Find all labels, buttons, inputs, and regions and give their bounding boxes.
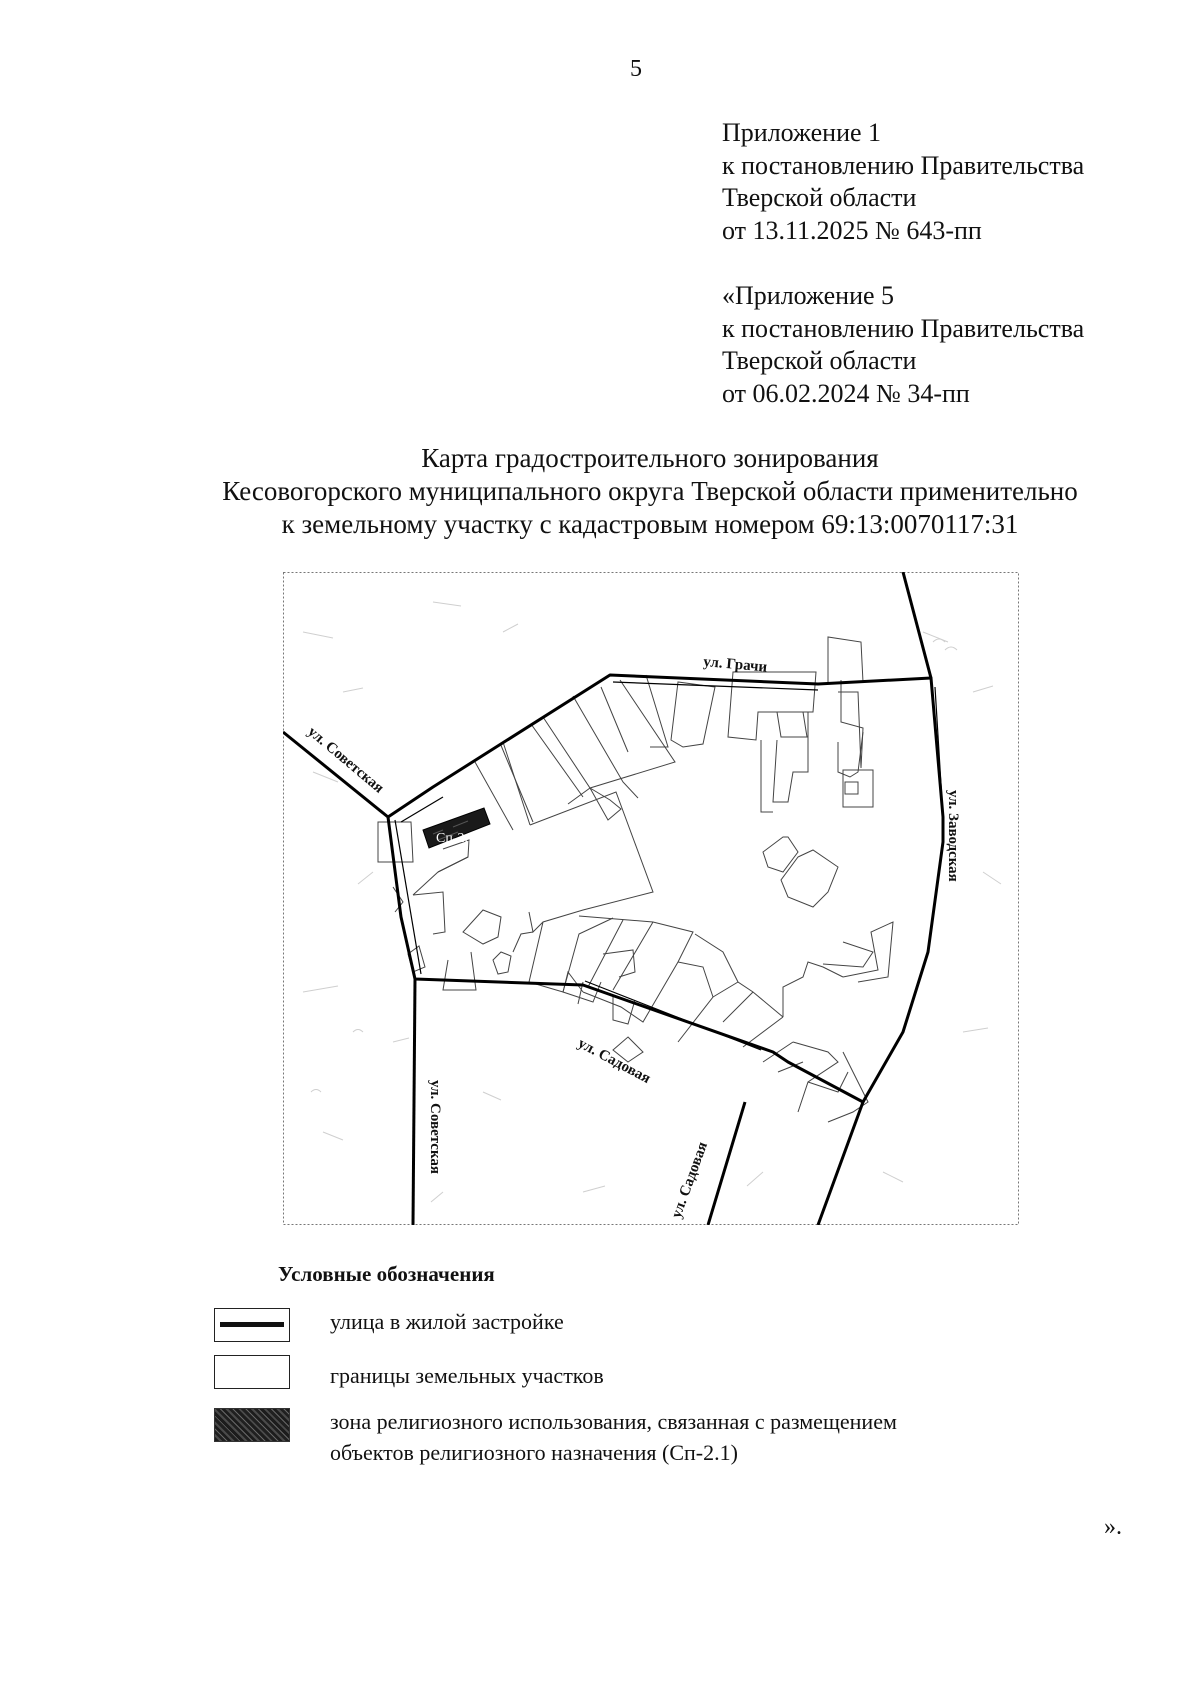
legend-title: Условные обозначения: [278, 1262, 495, 1286]
appendix-5-line: «Приложение 5: [722, 281, 895, 310]
map-title-line: Карта градостроительного зонирования: [421, 443, 879, 473]
appendix-1-header: [722, 117, 1162, 247]
map-title-line: Кесовогорского муниципального округа Тверской области применительно: [222, 476, 1078, 506]
street-label-grachi: ул. Грачи: [702, 654, 768, 676]
street-label-sadovaya-center: ул. Садовая: [575, 1035, 654, 1088]
appendix-5-line: от 06.02.2024 № 34-пп: [722, 378, 970, 408]
zoning-map-svg: [283, 572, 1019, 1225]
appendix-5-header: [722, 280, 1162, 410]
appendix-5-line: Тверской области: [722, 346, 917, 375]
street-label-sovetskaya-nw: ул. Советская: [304, 723, 387, 797]
street-label-sovetskaya-south: ул. Советская: [427, 1080, 443, 1174]
map-border: [284, 573, 1019, 1225]
empty-box-swatch: [214, 1355, 290, 1389]
street-label-zavodskaya: ул. Заводская: [945, 790, 961, 882]
closing-quote: ».: [1104, 1514, 1122, 1540]
zoning-map: [283, 572, 1019, 1225]
appendix-1-line: к постановлению Правительства: [722, 150, 1085, 180]
legend-religious-text: [330, 1406, 897, 1468]
appendix-5-line: к постановлению Правительства: [722, 313, 1085, 343]
map-title-line: к земельному участку с кадастровым номером 69:13:0070117:31: [281, 509, 1019, 539]
legend-parcel-text: границы земельных участков: [330, 1363, 604, 1388]
thick-line-swatch: [214, 1308, 290, 1342]
dark-hatched-swatch: [214, 1408, 290, 1442]
map-title: [100, 442, 1200, 541]
street-label-sadovaya-south: ул. Садовая: [668, 1139, 712, 1221]
legend-religious-line: зона религиозного использования, связанная с размещением: [330, 1409, 897, 1434]
appendix-1-line: Приложение 1: [722, 118, 882, 147]
zone-label: Сп-2.1: [436, 831, 475, 846]
appendix-1-line: от 13.11.2025 № 643-пп: [722, 215, 982, 245]
legend-religious-line: объектов религиозного назначения (Сп-2.1): [330, 1440, 738, 1465]
street-sovetskaya-south-line: [413, 979, 415, 1225]
page-number: 5: [630, 56, 642, 82]
legend-street-text: улица в жилой застройке: [330, 1309, 564, 1334]
appendix-1-line: Тверской области: [722, 183, 917, 212]
